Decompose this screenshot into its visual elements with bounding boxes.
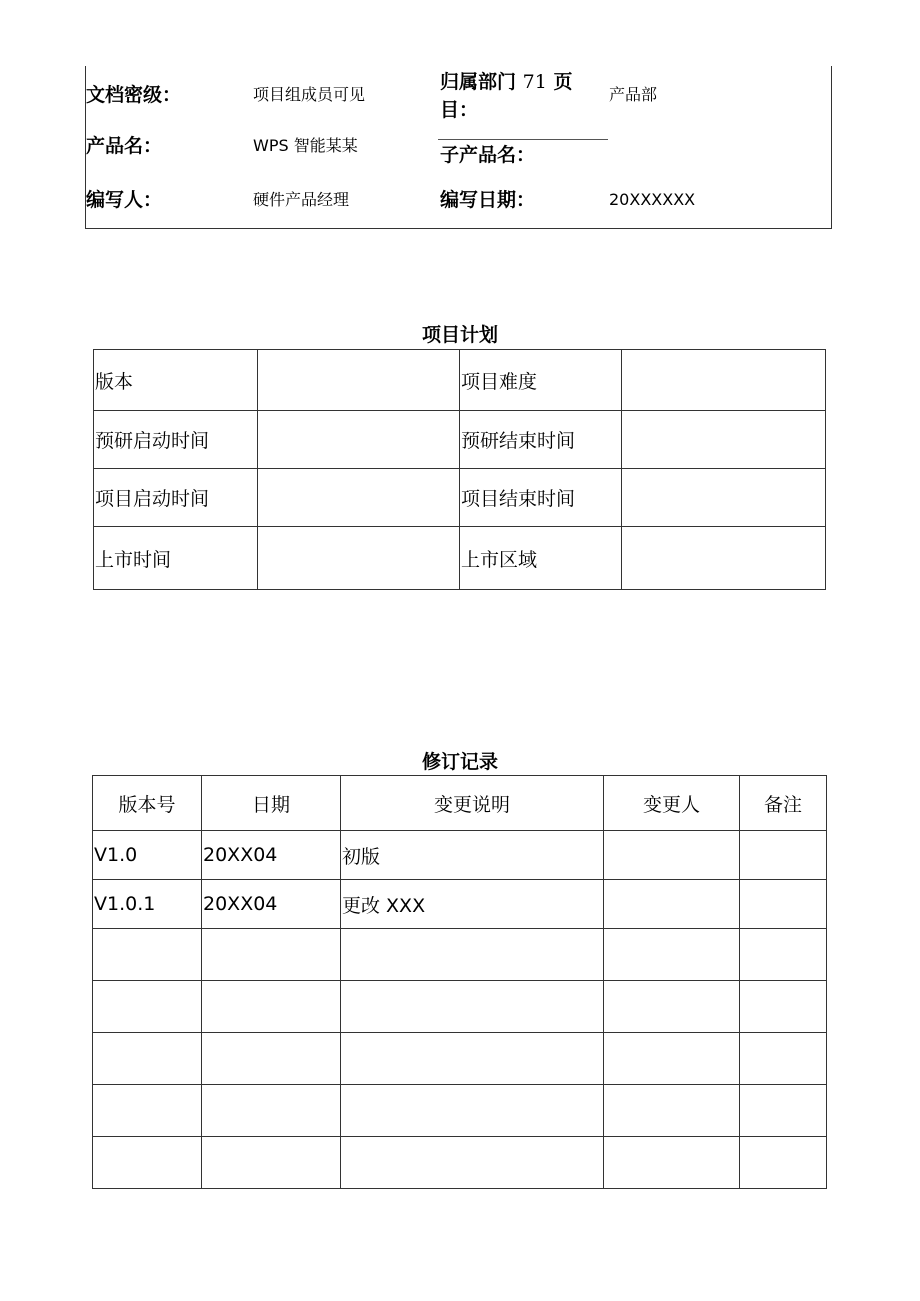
remarks-cell[interactable] <box>740 929 827 981</box>
plan-value-cell[interactable] <box>258 411 460 469</box>
column-header-changer: 变更人 <box>604 776 740 831</box>
revision-table <box>92 775 827 1189</box>
table-row <box>93 981 827 1033</box>
date-cell[interactable] <box>202 1137 341 1189</box>
version-cell[interactable]: V1.0 <box>93 831 202 880</box>
department-underline <box>438 139 608 140</box>
version-cell[interactable]: V1.0.1 <box>93 880 202 929</box>
department-value: 产品部 <box>609 85 658 104</box>
project-plan-title: 项目计划 <box>421 324 498 346</box>
changer-cell[interactable] <box>604 831 740 880</box>
plan-label-cell: 项目难度 <box>460 350 622 411</box>
change-desc-cell[interactable] <box>341 981 604 1033</box>
date-cell[interactable] <box>202 929 341 981</box>
writer-value: 硬件产品经理 <box>253 190 350 209</box>
changer-cell[interactable] <box>604 1033 740 1085</box>
change-desc-cell[interactable]: 初版 <box>341 831 604 880</box>
remarks-cell[interactable] <box>740 1085 827 1137</box>
date-cell[interactable]: 20XX04 <box>202 831 341 880</box>
plan-label-cell: 项目结束时间 <box>460 469 622 527</box>
change-desc-cell[interactable] <box>341 1137 604 1189</box>
table-row <box>93 880 827 929</box>
plan-value-cell[interactable] <box>258 469 460 527</box>
write-date-value: 20XXXXXX <box>609 190 696 209</box>
remarks-cell[interactable] <box>740 1033 827 1085</box>
plan-value-cell[interactable] <box>622 527 826 590</box>
table-header-row <box>93 776 827 831</box>
table-row <box>94 350 826 411</box>
version-cell[interactable] <box>93 1137 202 1189</box>
change-desc-cell[interactable] <box>341 1033 604 1085</box>
remarks-cell[interactable] <box>740 880 827 929</box>
plan-value-cell[interactable] <box>622 469 826 527</box>
department-label-cont: 目： <box>440 99 479 121</box>
plan-value-cell[interactable] <box>258 527 460 590</box>
writer-label: 编写人： <box>86 189 163 211</box>
department-label: 归属部门 71 页 <box>440 71 573 93</box>
plan-label-cell: 上市时间 <box>94 527 258 590</box>
date-cell[interactable] <box>202 981 341 1033</box>
write-date-label: 编写日期： <box>440 189 536 211</box>
table-row <box>94 527 826 590</box>
date-cell[interactable] <box>202 1085 341 1137</box>
project-plan-table <box>93 349 826 590</box>
version-cell[interactable] <box>93 1033 202 1085</box>
plan-value-cell[interactable] <box>622 411 826 469</box>
product-name-label: 产品名： <box>86 135 163 157</box>
remarks-cell[interactable] <box>740 981 827 1033</box>
plan-label-cell: 预研结束时间 <box>460 411 622 469</box>
change-desc-cell[interactable] <box>341 1085 604 1137</box>
classification-value: 项目组成员可见 <box>253 85 366 104</box>
table-row <box>93 929 827 981</box>
date-cell[interactable]: 20XX04 <box>202 880 341 929</box>
change-desc-cell[interactable] <box>341 929 604 981</box>
column-header-change-desc: 变更说明 <box>341 776 604 831</box>
plan-value-cell[interactable] <box>622 350 826 411</box>
changer-cell[interactable] <box>604 981 740 1033</box>
remarks-cell[interactable] <box>740 831 827 880</box>
column-header-remarks: 备注 <box>740 776 827 831</box>
changer-cell[interactable] <box>604 1085 740 1137</box>
version-cell[interactable] <box>93 929 202 981</box>
remarks-cell[interactable] <box>740 1137 827 1189</box>
table-row <box>93 1085 827 1137</box>
changer-cell[interactable] <box>604 929 740 981</box>
plan-label-cell: 上市区域 <box>460 527 622 590</box>
changer-cell[interactable] <box>604 880 740 929</box>
date-cell[interactable] <box>202 1033 341 1085</box>
table-row <box>93 1033 827 1085</box>
column-header-version: 版本号 <box>93 776 202 831</box>
table-row <box>93 1137 827 1189</box>
subproduct-name-label: 子产品名： <box>440 144 536 166</box>
table-row <box>93 831 827 880</box>
version-cell[interactable] <box>93 1085 202 1137</box>
column-header-date: 日期 <box>202 776 341 831</box>
classification-label: 文档密级： <box>86 84 182 106</box>
version-cell[interactable] <box>93 981 202 1033</box>
revision-record-title: 修订记录 <box>421 751 498 773</box>
changer-cell[interactable] <box>604 1137 740 1189</box>
plan-label-cell: 预研启动时间 <box>94 411 258 469</box>
product-name-value: WPS 智能某某 <box>253 136 358 155</box>
table-row <box>94 469 826 527</box>
plan-label-cell: 项目启动时间 <box>94 469 258 527</box>
plan-label-cell: 版本 <box>94 350 258 411</box>
table-row <box>94 411 826 469</box>
plan-value-cell[interactable] <box>258 350 460 411</box>
change-desc-cell[interactable]: 更改 XXX <box>341 880 604 929</box>
